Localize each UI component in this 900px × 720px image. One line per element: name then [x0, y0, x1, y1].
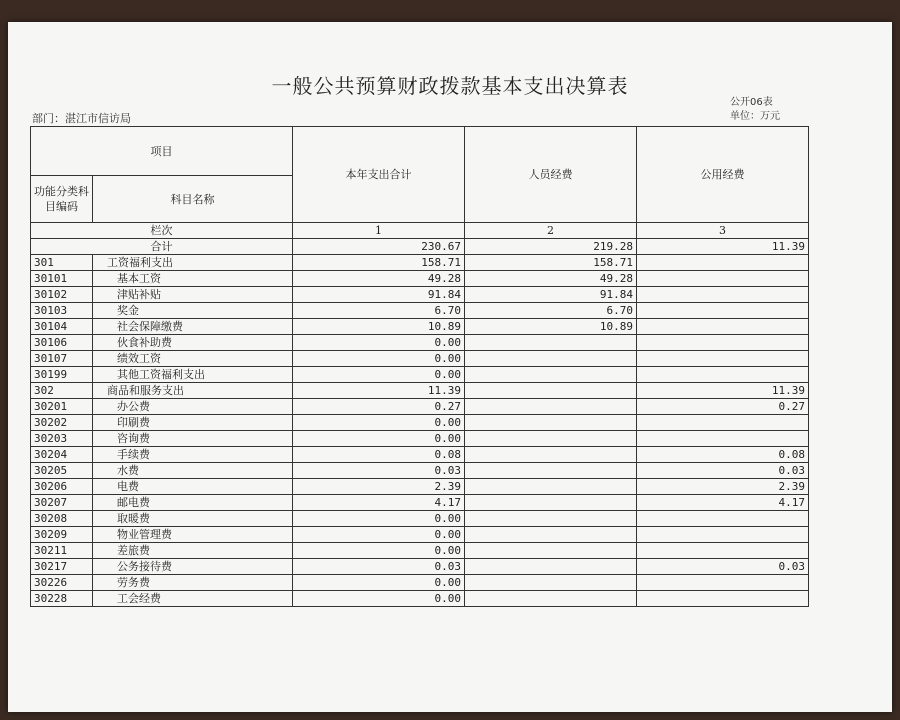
personnel-value	[465, 431, 637, 447]
table-row	[31, 415, 809, 431]
personnel-value	[465, 351, 637, 367]
table-row	[31, 319, 809, 335]
subject-code: 30199	[31, 367, 93, 383]
public-value	[637, 575, 809, 591]
subject-code: 30208	[31, 511, 93, 527]
subject-name: 电费	[93, 479, 293, 495]
subject-name: 津贴补贴	[93, 287, 293, 303]
subject-code: 30228	[31, 591, 93, 607]
row-label: 栏次	[31, 223, 293, 239]
subject-name: 其他工资福利支出	[93, 367, 293, 383]
totals-row	[31, 239, 809, 255]
totals-total: 230.67	[293, 239, 465, 255]
table-row	[31, 447, 809, 463]
public-value	[637, 303, 809, 319]
total-value: 0.00	[293, 431, 465, 447]
header-public: 公用经费	[637, 127, 809, 223]
table-row	[31, 591, 809, 607]
total-value: 0.27	[293, 399, 465, 415]
header-row-1	[31, 127, 809, 176]
column-index-row	[31, 223, 809, 239]
subject-name: 咨询费	[93, 431, 293, 447]
table-row	[31, 543, 809, 559]
table-row	[31, 335, 809, 351]
subject-code: 30106	[31, 335, 93, 351]
subject-code: 30102	[31, 287, 93, 303]
personnel-value	[465, 399, 637, 415]
total-value: 49.28	[293, 271, 465, 287]
subject-name: 伙食补助费	[93, 335, 293, 351]
total-value: 0.00	[293, 415, 465, 431]
public-value	[637, 335, 809, 351]
subject-code: 30104	[31, 319, 93, 335]
col-index-2: 2	[465, 223, 637, 239]
public-value: 0.03	[637, 559, 809, 575]
subject-code: 30204	[31, 447, 93, 463]
totals-public: 11.39	[637, 239, 809, 255]
totals-personnel: 219.28	[465, 239, 637, 255]
subject-code: 30201	[31, 399, 93, 415]
subject-name: 差旅费	[93, 543, 293, 559]
public-value: 0.27	[637, 399, 809, 415]
public-value	[637, 527, 809, 543]
table-row	[31, 463, 809, 479]
total-value: 2.39	[293, 479, 465, 495]
subject-code: 30211	[31, 543, 93, 559]
total-value: 91.84	[293, 287, 465, 303]
public-value	[637, 287, 809, 303]
personnel-value: 6.70	[465, 303, 637, 319]
personnel-value	[465, 591, 637, 607]
total-value: 0.00	[293, 367, 465, 383]
table-row	[31, 559, 809, 575]
public-value	[637, 319, 809, 335]
subject-code: 30101	[31, 271, 93, 287]
total-value: 158.71	[293, 255, 465, 271]
table-row	[31, 527, 809, 543]
header-total: 本年支出合计	[293, 127, 465, 223]
public-value	[637, 415, 809, 431]
total-value: 4.17	[293, 495, 465, 511]
personnel-value	[465, 415, 637, 431]
public-value: 11.39	[637, 383, 809, 399]
header-item: 项目	[31, 127, 293, 176]
subject-code: 302	[31, 383, 93, 399]
document-page	[8, 22, 892, 712]
totals-label: 合计	[31, 239, 293, 255]
personnel-value	[465, 559, 637, 575]
department-label: 部门：湛江市信访局	[32, 112, 131, 125]
personnel-value: 91.84	[465, 287, 637, 303]
public-value	[637, 431, 809, 447]
total-value: 0.00	[293, 575, 465, 591]
public-value	[637, 367, 809, 383]
public-value	[637, 255, 809, 271]
subject-code: 30205	[31, 463, 93, 479]
table-row	[31, 255, 809, 271]
total-value: 11.39	[293, 383, 465, 399]
subject-name: 工资福利支出	[93, 255, 293, 271]
form-number: 公开06表	[730, 97, 773, 108]
subject-name: 手续费	[93, 447, 293, 463]
table-row	[31, 303, 809, 319]
col-index-3: 3	[637, 223, 809, 239]
table-row	[31, 351, 809, 367]
table-row	[31, 575, 809, 591]
total-value: 10.89	[293, 319, 465, 335]
public-value	[637, 511, 809, 527]
table-row	[31, 431, 809, 447]
table-row	[31, 287, 809, 303]
table-row	[31, 383, 809, 399]
personnel-value	[465, 463, 637, 479]
subject-code: 30206	[31, 479, 93, 495]
total-value: 0.00	[293, 543, 465, 559]
personnel-value	[465, 335, 637, 351]
personnel-value: 158.71	[465, 255, 637, 271]
total-value: 0.00	[293, 527, 465, 543]
expenditure-table	[30, 126, 809, 607]
table-row	[31, 271, 809, 287]
table-row	[31, 367, 809, 383]
public-value: 0.08	[637, 447, 809, 463]
subject-name: 公务接待费	[93, 559, 293, 575]
subject-code: 301	[31, 255, 93, 271]
unit-label: 单位：万元	[730, 111, 780, 122]
total-value: 6.70	[293, 303, 465, 319]
form-meta	[730, 96, 780, 124]
total-value: 0.00	[293, 351, 465, 367]
public-value: 2.39	[637, 479, 809, 495]
table-row	[31, 495, 809, 511]
public-value	[637, 271, 809, 287]
subject-name: 奖金	[93, 303, 293, 319]
total-value: 0.00	[293, 511, 465, 527]
personnel-value	[465, 447, 637, 463]
subject-name: 绩效工资	[93, 351, 293, 367]
personnel-value	[465, 527, 637, 543]
personnel-value	[465, 479, 637, 495]
subject-code: 30203	[31, 431, 93, 447]
subject-name: 办公费	[93, 399, 293, 415]
subject-name: 工会经费	[93, 591, 293, 607]
public-value	[637, 351, 809, 367]
personnel-value	[465, 575, 637, 591]
subject-name: 劳务费	[93, 575, 293, 591]
table-row	[31, 399, 809, 415]
personnel-value: 49.28	[465, 271, 637, 287]
personnel-value: 10.89	[465, 319, 637, 335]
subject-code: 30217	[31, 559, 93, 575]
public-value	[637, 591, 809, 607]
total-value: 0.00	[293, 335, 465, 351]
total-value: 0.00	[293, 591, 465, 607]
subject-code: 30107	[31, 351, 93, 367]
total-value: 0.03	[293, 559, 465, 575]
col-index-1: 1	[293, 223, 465, 239]
table-row	[31, 479, 809, 495]
subject-name: 取暖费	[93, 511, 293, 527]
public-value	[637, 543, 809, 559]
subject-name: 邮电费	[93, 495, 293, 511]
subject-name: 水费	[93, 463, 293, 479]
header-subject-name: 科目名称	[93, 176, 293, 223]
subject-name: 基本工资	[93, 271, 293, 287]
subject-name: 商品和服务支出	[93, 383, 293, 399]
subject-code: 30226	[31, 575, 93, 591]
header-func-code: 功能分类科目编码	[31, 176, 93, 223]
subject-code: 30207	[31, 495, 93, 511]
personnel-value	[465, 367, 637, 383]
personnel-value	[465, 511, 637, 527]
subject-code: 30202	[31, 415, 93, 431]
total-value: 0.03	[293, 463, 465, 479]
personnel-value	[465, 495, 637, 511]
subject-name: 印刷费	[93, 415, 293, 431]
public-value: 4.17	[637, 495, 809, 511]
subject-code: 30103	[31, 303, 93, 319]
personnel-value	[465, 383, 637, 399]
subject-code: 30209	[31, 527, 93, 543]
subject-name: 物业管理费	[93, 527, 293, 543]
header-personnel: 人员经费	[465, 127, 637, 223]
subject-name: 社会保障缴费	[93, 319, 293, 335]
public-value: 0.03	[637, 463, 809, 479]
table-row	[31, 511, 809, 527]
personnel-value	[465, 543, 637, 559]
document-title: 一般公共预算财政拨款基本支出决算表	[271, 74, 629, 98]
total-value: 0.08	[293, 447, 465, 463]
